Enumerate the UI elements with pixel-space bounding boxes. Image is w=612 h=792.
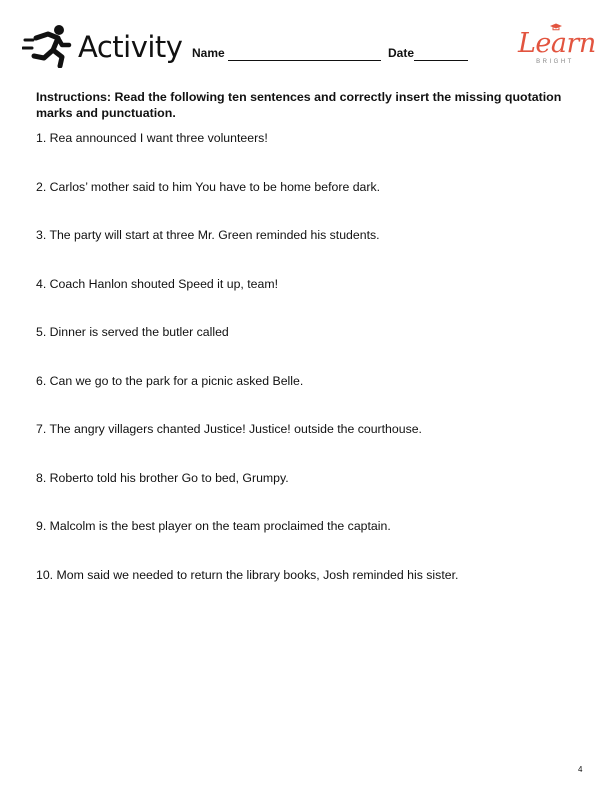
sentence-item: 2. Carlos’ mother said to him You have to be home before dark. bbox=[36, 179, 381, 194]
logo-subtitle: BRIGHT bbox=[536, 59, 574, 65]
sentence-item: 5. Dinner is served the butler called bbox=[36, 325, 229, 339]
sentence-item: 4. Coach Hanlon shouted Speed it up, team! bbox=[36, 276, 278, 291]
date-label: Date bbox=[388, 46, 415, 60]
name-label: Name bbox=[192, 46, 225, 60]
sentence-item: 1. Rea announced I want three volunteers! bbox=[36, 131, 268, 145]
date-line bbox=[414, 60, 468, 61]
worksheet-header bbox=[0, 0, 612, 90]
sentence-item: 8. Roberto told his brother Go to bed, Grumpy. bbox=[36, 470, 289, 485]
sentence-item: 10. Mom said we needed to return the library books, Josh reminded his sister. bbox=[36, 567, 459, 582]
sentence-item: 9. Malcolm is the best player on the team proclaimed the captain. bbox=[36, 519, 391, 533]
sentence-item: 6. Can we go to the park for a picnic asked Belle. bbox=[36, 373, 304, 388]
sentence-list bbox=[36, 130, 584, 615]
page-number: 4 bbox=[578, 765, 583, 774]
sentence-item: 3. The party will start at three Mr. Green reminded his students. bbox=[36, 228, 380, 242]
logo-word: Learn bbox=[518, 28, 596, 59]
running-person-icon bbox=[22, 24, 72, 68]
sentence-item: 7. The angry villagers chanted Justice! Justice! outside the courthouse. bbox=[36, 422, 422, 436]
instructions: Instructions: Read the following ten sentences and correctly insert the missing quotation marks and punctuation. bbox=[36, 90, 562, 120]
activity-title: Activity bbox=[78, 30, 183, 64]
learn-bright-logo bbox=[518, 22, 596, 72]
name-line bbox=[228, 60, 381, 61]
